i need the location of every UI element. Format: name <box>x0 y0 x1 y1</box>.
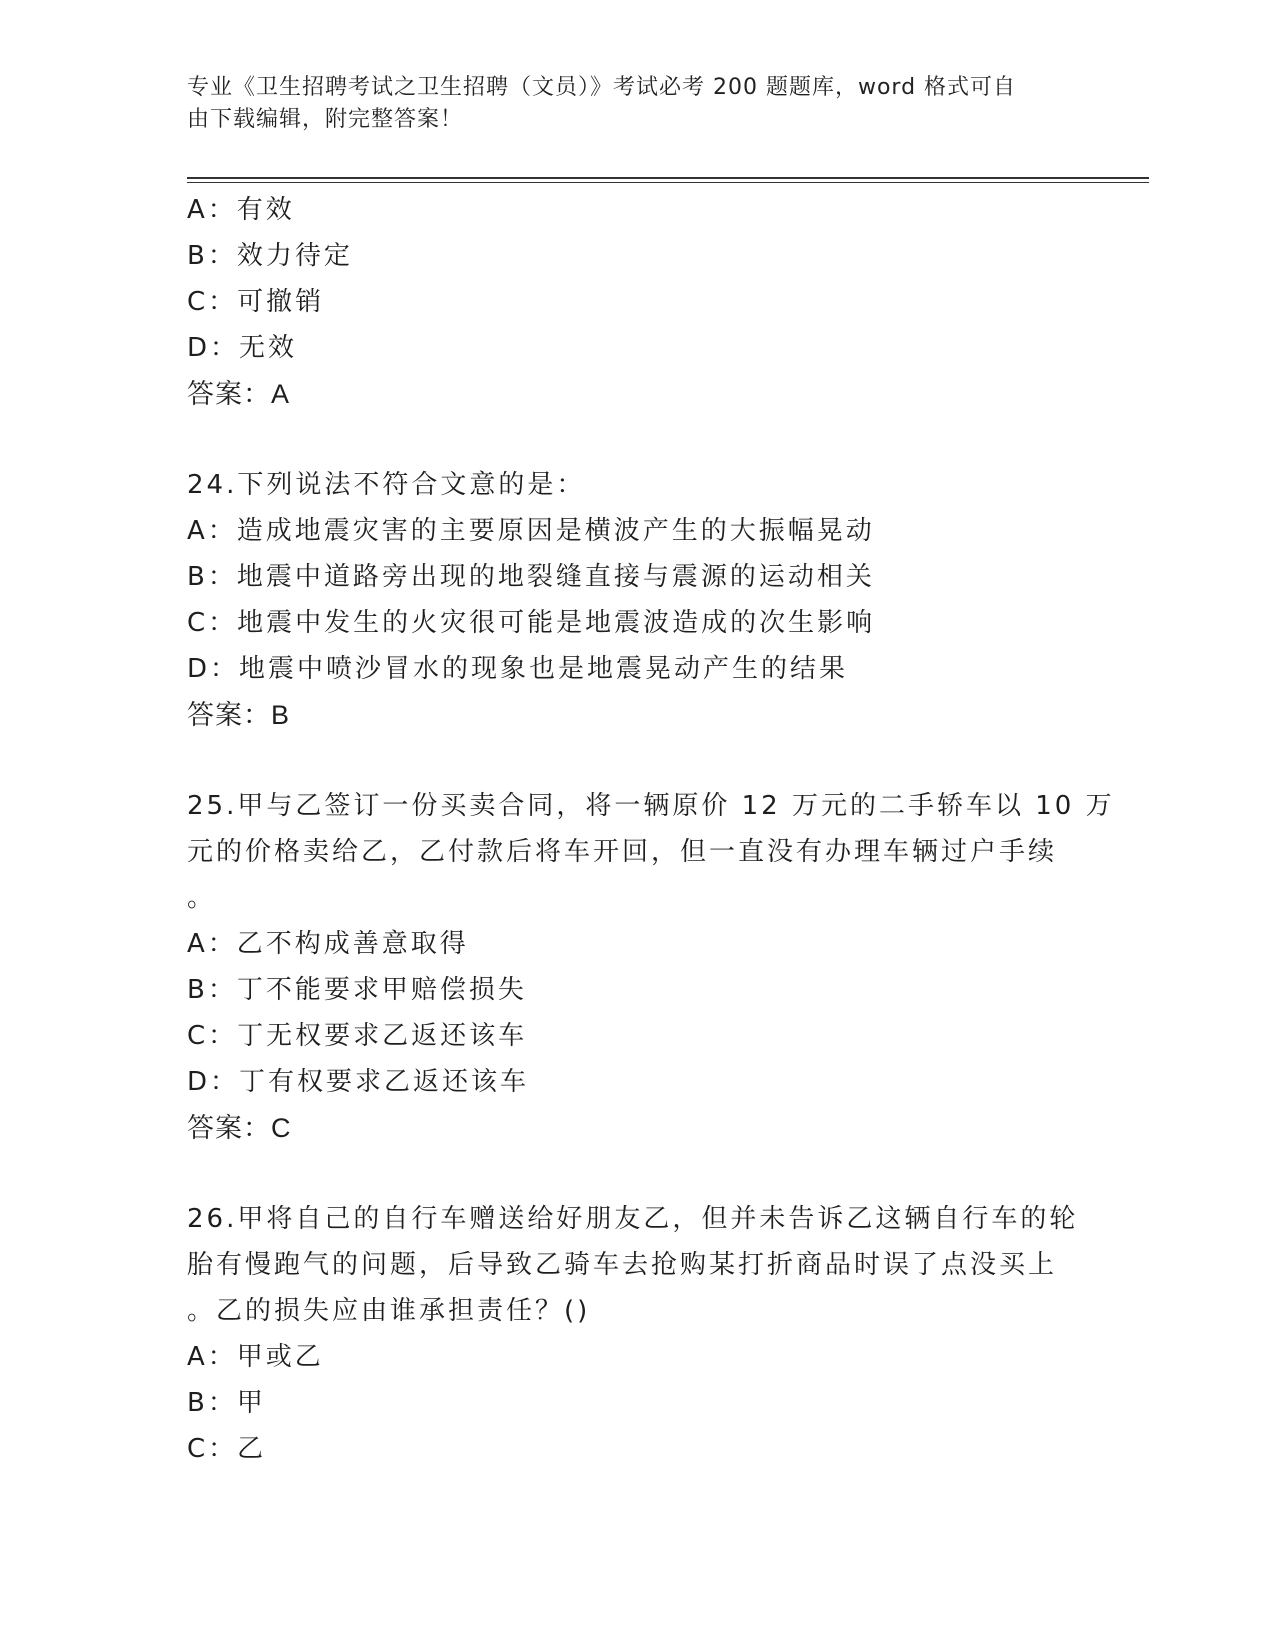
question-stem-line: 元的价格卖给乙，乙付款后将车开回，但一直没有办理车辆过户手续 <box>187 837 1058 867</box>
option-c: C：乙 <box>187 1434 267 1464</box>
option-b: B：丁不能要求甲赔偿损失 <box>187 975 527 1005</box>
header-line-1: 专业《卫生招聘考试之卫生招聘（文员）》考试必考 200 题题库，word 格式可自 <box>187 75 1017 100</box>
option-b: B：甲 <box>187 1388 266 1418</box>
option-c: C：地震中发生的火灾很可能是地震波造成的次生影响 <box>187 608 876 638</box>
question-24 <box>187 462 1067 738</box>
question-23 <box>187 187 1067 417</box>
option-d: D：地震中喷沙冒水的现象也是地震晃动产生的结果 <box>187 654 849 684</box>
option-c: C：丁无权要求乙返还该车 <box>187 1021 528 1051</box>
option-a: A：造成地震灾害的主要原因是横波产生的大振幅晃动 <box>187 516 875 546</box>
option-b: B：地震中道路旁出现的地裂缝直接与震源的运动相关 <box>187 562 875 592</box>
question-stem-line: 胎有慢跑气的问题，后导致乙骑车去抢购某打折商品时误了点没买上 <box>187 1250 1058 1280</box>
question-spacer <box>187 738 1067 783</box>
answer-line: 答案：B <box>187 700 291 730</box>
option-a: A：甲或乙 <box>187 1342 324 1372</box>
option-b: B：效力待定 <box>187 241 353 271</box>
option-a: A：有效 <box>187 195 295 225</box>
question-26 <box>187 1196 1079 1472</box>
question-stem-line: 26.甲将自己的自行车赠送给好朋友乙，但并未告诉乙这辆自行车的轮 <box>187 1204 1079 1234</box>
question-spacer <box>187 417 1067 462</box>
option-c: C：可撤销 <box>187 287 325 317</box>
question-stem: 24.下列说法不符合文意的是： <box>187 470 586 500</box>
question-spacer <box>187 1151 1067 1196</box>
header-divider-thin <box>187 182 1149 183</box>
option-d: D：无效 <box>187 333 298 363</box>
question-list <box>187 187 1115 1472</box>
answer-line: 答案：C <box>187 1113 292 1143</box>
option-d: D：丁有权要求乙返还该车 <box>187 1067 530 1097</box>
document-header <box>187 72 1067 136</box>
question-stem-line: 。 <box>187 883 217 913</box>
option-a: A：乙不构成善意取得 <box>187 929 469 959</box>
question-stem-line: 。乙的损失应由谁承担责任？() <box>187 1296 591 1326</box>
answer-line: 答案：A <box>187 379 291 409</box>
header-line-2: 由下载编辑，附完整答案！ <box>187 107 464 132</box>
header-divider-thick <box>187 177 1149 179</box>
question-25 <box>187 783 1115 1151</box>
question-stem-line: 25.甲与乙签订一份买卖合同，将一辆原价 12 万元的二手轿车以 10 万 <box>187 791 1115 821</box>
